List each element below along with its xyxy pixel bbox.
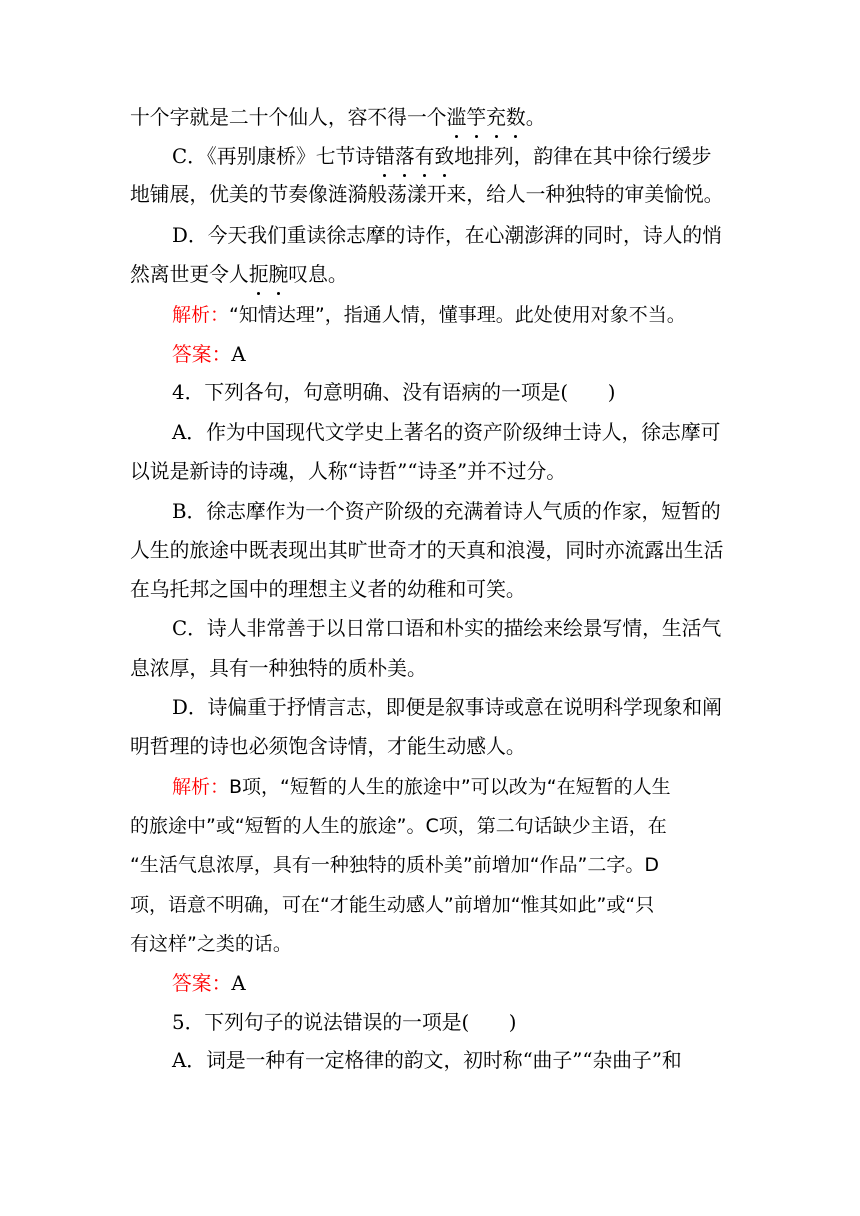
text-line: 地铺展，优美的节奏像涟漪般荡漾开来，给人一种独特的审美愉悦。 bbox=[130, 183, 724, 206]
text-line: 然离世更令人扼腕叹息。 bbox=[130, 260, 860, 290]
question-5: 5．下列句子的说法错误的一项是( ) bbox=[172, 1011, 517, 1034]
dotted-char: 致 bbox=[434, 142, 454, 172]
option-c-line: C．诗人非常善于以日常口语和朴实的描绘来绘景写情，生活气 bbox=[172, 617, 722, 640]
question-4: 4．下列各句，句意明确、没有语病的一项是( ) bbox=[172, 381, 616, 404]
dotted-char: 有 bbox=[415, 142, 435, 172]
text-line: “生活气息浓厚，具有一种独特的质朴美”前增加“作品”二字。D bbox=[130, 854, 660, 876]
dotted-char: 充 bbox=[486, 103, 506, 133]
dotted-char: 错 bbox=[375, 142, 395, 172]
text-line: 明哲理的诗也必须饱含诗情，才能生动感人。 bbox=[130, 735, 526, 758]
answer-label: 答案： bbox=[172, 343, 232, 366]
answer-label: 答案： bbox=[172, 972, 232, 995]
dotted-char: 落 bbox=[395, 142, 415, 172]
option-c-line: C．《再别康桥》七节诗错落有致地排列，韵律在其中徐行缓步 bbox=[172, 142, 860, 172]
option-b-line: B．徐志摩作为一个资产阶级的充满着诗人气质的作家，短暂的 bbox=[172, 500, 721, 523]
option-d-line: D．诗偏重于抒情言志，即便是叙事诗或意在说明科学现象和阐 bbox=[172, 696, 722, 719]
dotted-word bbox=[249, 263, 289, 286]
text-line: 在乌托邦之国中的理想主义者的幼稚和可笑。 bbox=[130, 578, 526, 601]
dotted-char: 数 bbox=[506, 103, 526, 133]
dotted-char: 扼 bbox=[249, 260, 269, 290]
answer-line: 答案：A bbox=[172, 343, 246, 366]
dotted-word bbox=[375, 145, 454, 168]
option-a-line: A．作为中国现代文学史上著名的资产阶级绅士诗人，徐志摩可 bbox=[172, 421, 721, 444]
text-line: 人生的旅途中既表现出其旷世奇才的天真和浪漫，同时亦流露出生活 bbox=[130, 539, 724, 562]
dotted-char: 腕 bbox=[269, 260, 289, 290]
text-line: 以说是新诗的诗魂，人称“诗哲”“诗圣”并不过分。 bbox=[130, 460, 567, 483]
option-a-line: A．词是一种有一定格律的韵文，初时称“曲子”“杂曲子”和 bbox=[172, 1049, 682, 1072]
answer-line: 答案：A bbox=[172, 972, 246, 995]
text-line: 的旅途中”或“短暂的人生的旅途”。C项，第二句话缺少主语，在 bbox=[130, 815, 667, 837]
analysis-label: 解析： bbox=[172, 304, 230, 326]
text-line: 息浓厚，具有一种独特的质朴美。 bbox=[130, 657, 427, 680]
analysis-line: 解析：“知情达理”，指通人情，懂事理。此处使用对象不当。 bbox=[172, 304, 686, 326]
text-line: 项，语意不明确，可在“才能生动感人”前增加“惟其如此”或“只 bbox=[130, 894, 655, 916]
dotted-char: 竽 bbox=[466, 103, 486, 133]
dotted-word bbox=[447, 106, 526, 129]
text-line: 有这样”之类的话。 bbox=[130, 933, 292, 955]
text-line: 十个字就是二十个仙人，容不得一个滥竽充数。 bbox=[130, 103, 860, 133]
analysis-line: 解析：B项，“短暂的人生的旅途中”可以改为“在短暂的人生 bbox=[172, 776, 671, 798]
analysis-label: 解析： bbox=[172, 776, 230, 798]
dotted-char: 滥 bbox=[447, 103, 467, 133]
option-d-line: D．今天我们重读徐志摩的诗作，在心潮澎湃的同时，诗人的悄 bbox=[172, 224, 722, 247]
